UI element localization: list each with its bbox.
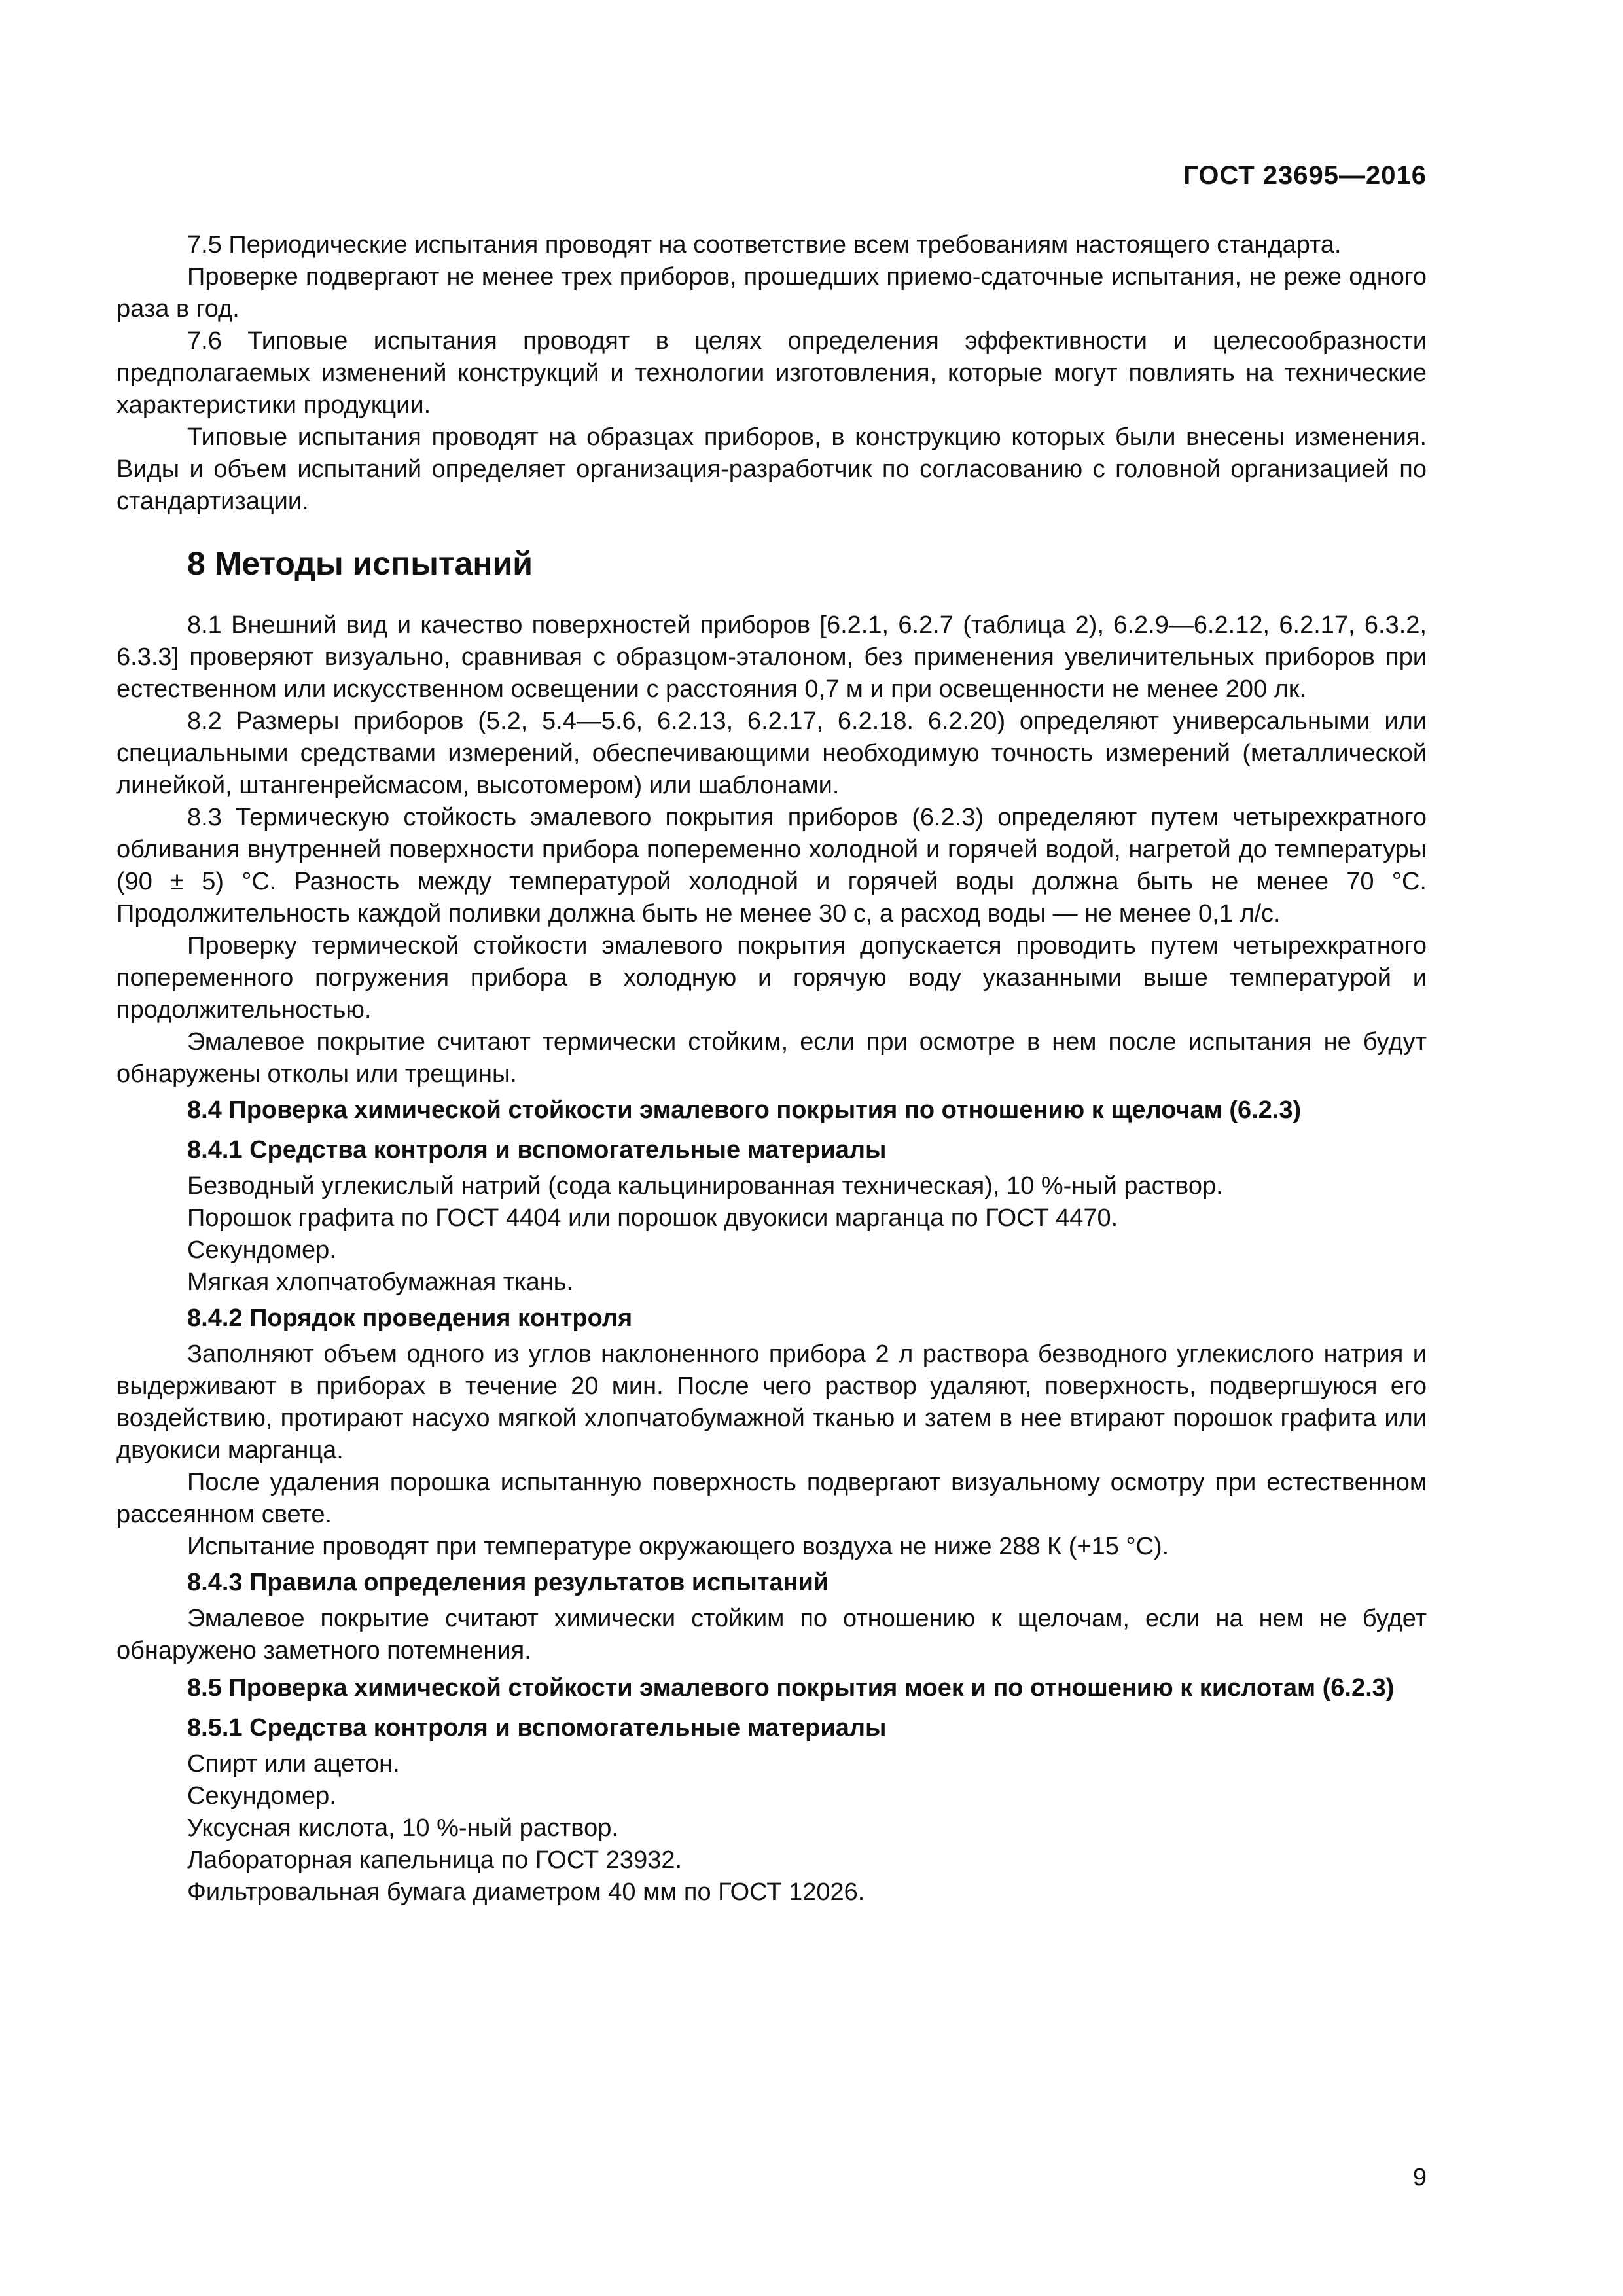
paragraph-8-4-2-conditions: Испытание проводят при температуре окружающего воздуха не ниже 288 К (+15 °С).: [187, 1533, 1169, 1560]
material-line: Уксусная кислота, 10 %-ный раствор.: [187, 1814, 618, 1842]
subsection-8-4-3-heading: 8.4.3 Правила определения результатов испытаний: [187, 1569, 829, 1596]
material-line: Секундомер.: [187, 1782, 336, 1810]
paragraph-8-2: 8.2 Размеры приборов (5.2, 5.4—5.6, 6.2.13, 6.2.17, 6.2.18. 6.2.20) определяют универсальными или специальными средствами измерений, обеспечивающими необходимую точность измерений (металлической линейкой, штангенрейсмасом, высотомером) или шаблонами.: [116, 708, 1427, 799]
material-line: Лабораторная капельница по ГОСТ 23932.: [187, 1846, 683, 1874]
paragraph-8-3: 8.3 Термическую стойкость эмалевого покрытия приборов (6.2.3) определяют путем четырехкратного обливания внутренней поверхности прибора попеременно холодной и горячей водой, нагретой до температуры (90 ± 5) °С. Разность между температурой холодной и горячей воды должна быть не менее 70 °С. Продолжительность каждой поливки должна быть не менее 30 с, а расход воды — не менее 0,1 л/с.: [116, 804, 1427, 927]
subsection-8-4-2-heading: 8.4.2 Порядок проведения контроля: [187, 1304, 633, 1332]
section-8-title: 8 Методы испытаний: [187, 545, 533, 582]
material-line: Фильтровальная бумага диаметром 40 мм по ГОСТ 12026.: [187, 1878, 865, 1906]
paragraph-7-6: 7.6 Типовые испытания проводят в целях определения эффективности и целесообразности предполагаемых изменений конструкций и технологии изготовления, которые могут повлиять на технические характеристики продукции.: [116, 327, 1427, 419]
paragraph-8-1: 8.1 Внешний вид и качество поверхностей приборов [6.2.1, 6.2.7 (таблица 2), 6.2.9—6.2.12, 6.2.17, 6.3.2, 6.3.3] проверяют визуально, сравнивая с образцом-эталоном, без применения увеличительных приборов при естественном или искусственном освещении с расстояния 0,7 м и при освещенности не менее 200 лк.: [116, 611, 1427, 703]
material-line: Спирт или ацетон.: [187, 1750, 400, 1778]
paragraph-8-4-3: Эмалевое покрытие считают химически стойким по отношению к щелочам, если на нем не будет обнаружено заметного потемнения.: [116, 1605, 1427, 1664]
material-line: Безводный углекислый натрий (сода кальцинированная техническая), 10 %-ный раствор.: [187, 1172, 1223, 1200]
paragraph-8-3-continued: Проверку термической стойкости эмалевого покрытия допускается проводить путем четырехкратного попеременного погружения прибора в холодную и горячую воду указанными выше температурой и продолжительностью.: [116, 932, 1427, 1024]
material-line: Секундомер.: [187, 1236, 336, 1264]
document-page: [116, 0, 1427, 2296]
subsection-8-5-heading: 8.5 Проверка химической стойкости эмалевого покрытия моек и по отношению к кислотам (6.2.3): [187, 1674, 1395, 1702]
paragraph-8-4-2-continued: После удаления порошка испытанную поверхность подвергают визуальному осмотру при естественном рассеянном свете.: [116, 1469, 1427, 1528]
subsection-8-4-1-heading: 8.4.1 Средства контроля и вспомогательные материалы: [187, 1136, 887, 1164]
document-body: [116, 229, 1427, 1909]
paragraph-8-3-conclusion: Эмалевое покрытие считают термически стойким, если при осмотре в нем после испытания не будут обнаружены отколы или трещины.: [116, 1028, 1427, 1088]
paragraph-7-6-continued: Типовые испытания проводят на образцах приборов, в конструкцию которых были внесены изменения. Виды и объем испытаний определяет организация-разработчик по согласованию с головной организацией по стандартизации.: [116, 423, 1427, 515]
page-number: 9: [1412, 2164, 1427, 2191]
paragraph-7-5: 7.5 Периодические испытания проводят на соответствие всем требованиям настоящего стандарта.: [187, 231, 1342, 259]
document-header-code: ГОСТ 23695—2016: [1183, 161, 1427, 190]
material-line: Мягкая хлопчатобумажная ткань.: [187, 1268, 574, 1296]
subsection-8-4-heading: 8.4 Проверка химической стойкости эмалевого покрытия по отношению к щелочам (6.2.3): [187, 1096, 1302, 1124]
material-line: Порошок графита по ГОСТ 4404 или порошок двуокиси марганца по ГОСТ 4470.: [187, 1204, 1118, 1232]
paragraph-7-5-continued: Проверке подвергают не менее трех приборов, прошедших приемо-сдаточные испытания, не реже одного раза в год.: [116, 263, 1427, 323]
paragraph-8-4-2: Заполняют объем одного из углов наклоненного прибора 2 л раствора безводного углекислого натрия и выдерживают в приборах в течение 20 мин. После чего раствор удаляют, поверхность, подвергшуюся его воздействию, протирают насухо мягкой хлопчатобумажной тканью и затем в нее втирают порошок графита или двуокиси марганца.: [116, 1340, 1427, 1464]
subsection-8-5-1-heading: 8.5.1 Средства контроля и вспомогательные материалы: [187, 1714, 887, 1742]
